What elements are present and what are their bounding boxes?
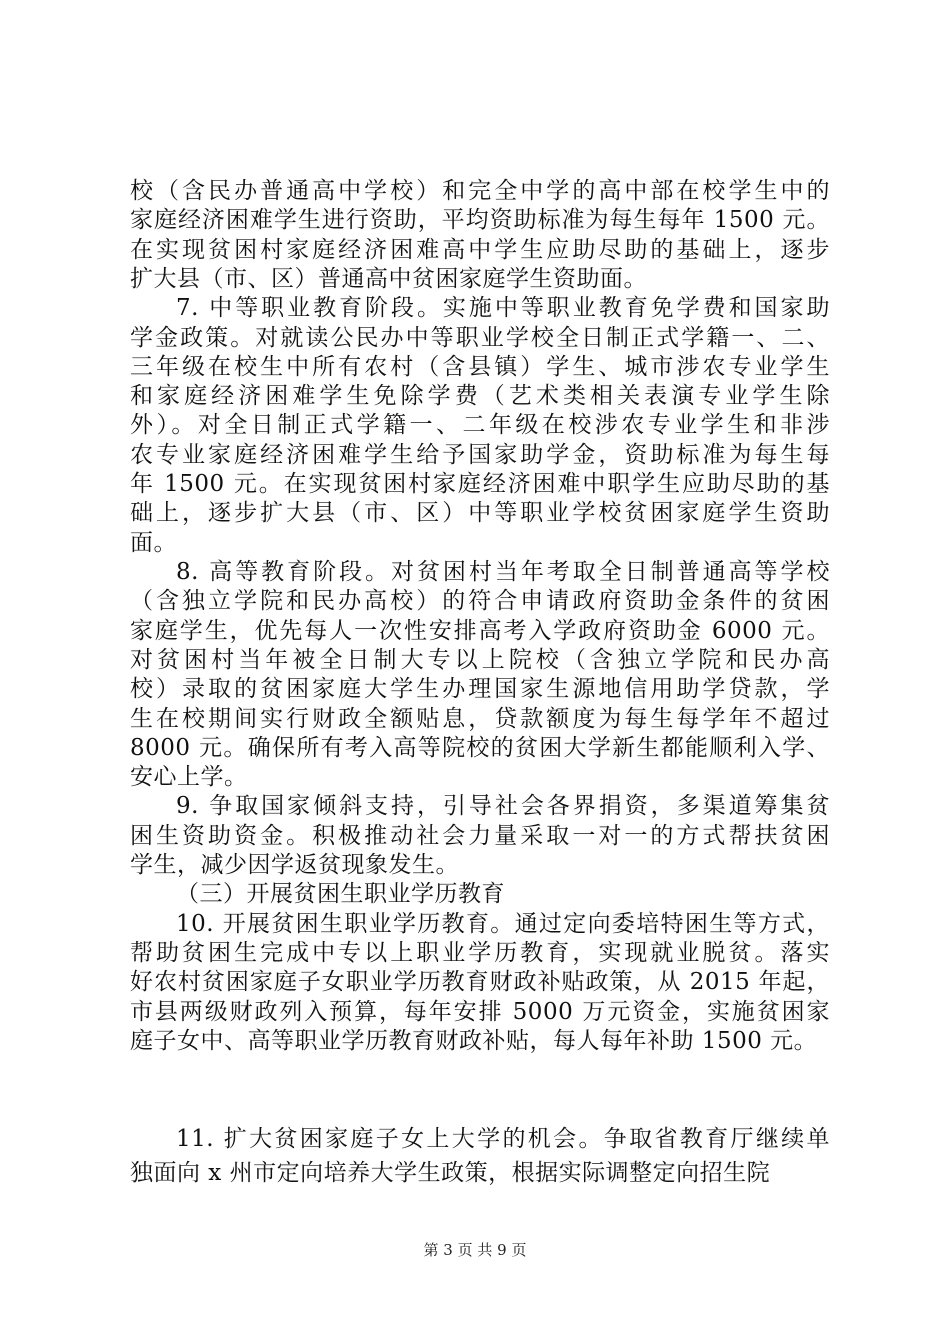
body-text-line: 校）录取的贫困家庭大学生办理国家生源地信用助学贷款，学 [130,676,830,703]
body-text-line: 家庭学生，优先每人一次性安排高考入学政府资助金 6000 元。 [130,617,830,644]
body-text-line: 帮助贫困生完成中专以上职业学历教育，实现就业脱贫。落实 [130,940,830,966]
body-text-line: 和家庭经济困难学生免除学费（艺术类相关表演专业学生除 [130,383,830,410]
body-text-line: 面。 [130,529,177,556]
body-text-line: 8000 元。确保所有考入高等院校的贫困大学新生都能顺利入学、 [130,734,830,761]
body-text-line: 扩大县（市、区）普通高中贫困家庭学生资助面。 [130,265,647,292]
section-heading: （三）开展贫困生职业学历教育 [176,881,505,908]
body-text-line: 市县两级财政列入预算，每年安排 5000 万元资金，实施贫困家 [130,998,830,1025]
paragraph-11-first-line: 11. 扩大贫困家庭子女上大学的机会。争取省教育厅继续单 [176,1126,830,1152]
body-text-line: 农专业家庭经济困难学生给予国家助学金，资助标准为每生每 [130,441,830,468]
body-text-line: 独面向 x 州市定向培养大学生政策，根据实际调整定向招生院 [130,1160,771,1186]
body-text-line: 对贫困村当年被全日制大专以上院校（含独立学院和民办高 [130,646,830,673]
paragraph-8-first-line: 8. 高等教育阶段。对贫困村当年考取全日制普通高等学校 [176,559,830,585]
body-text-line: 困生资助资金。积极推动社会力量采取一对一的方式帮扶贫困 [130,822,830,849]
paragraph-9-first-line: 9. 争取国家倾斜支持，引导社会各界捐资，多渠道筹集贫 [176,793,830,820]
body-text-line: 三年级在校生中所有农村（含县镇）学生、城市涉农专业学生 [130,353,830,380]
paragraph-10-first-line: 10. 开展贫困生职业学历教育。通过定向委培特困生等方式， [176,910,830,937]
body-text-line: 学生，减少因学返贫现象发生。 [130,852,459,879]
paragraph-7-first-line: 7. 中等职业教育阶段。实施中等职业教育免学费和国家助 [176,295,830,322]
body-text-line: 在实现贫困村家庭经济困难高中学生应助尽助的基础上，逐步 [130,236,830,263]
body-text-line: 校（含民办普通高中学校）和完全中学的高中部在校学生中的 [130,178,830,204]
body-text-line: 外）。对全日制正式学籍一、二年级在校涉农专业学生和非涉 [130,412,830,439]
body-text-line: 好农村贫困家庭子女职业学历教育财政补贴政策，从 2015 年起， [130,969,830,996]
body-text-line: 家庭经济困难学生进行资助，平均资助标准为每生每年 1500 元。 [130,207,830,234]
page-number-footer: 第 3 页 共 9 页 [423,1241,527,1259]
body-text-line: 安心上学。 [130,764,248,791]
body-text-line: 生在校期间实行财政全额贴息，贷款额度为每生每学年不超过 [130,705,830,732]
body-text-line: 础上，逐步扩大县（市、区）中等职业学校贫困家庭学生资助 [130,500,830,527]
body-text-line: 庭子女中、高等职业学历教育财政补贴，每人每年补助 1500 元。 [130,1027,818,1054]
body-text-line: 年 1500 元。在实现贫困村家庭经济困难中职学生应助尽助的基 [130,471,830,498]
body-text-line: 学金政策。对就读公民办中等职业学校全日制正式学籍一、二、 [130,324,830,351]
body-text-line: （含独立学院和民办高校）的符合申请政府资助金条件的贫困 [130,588,830,615]
